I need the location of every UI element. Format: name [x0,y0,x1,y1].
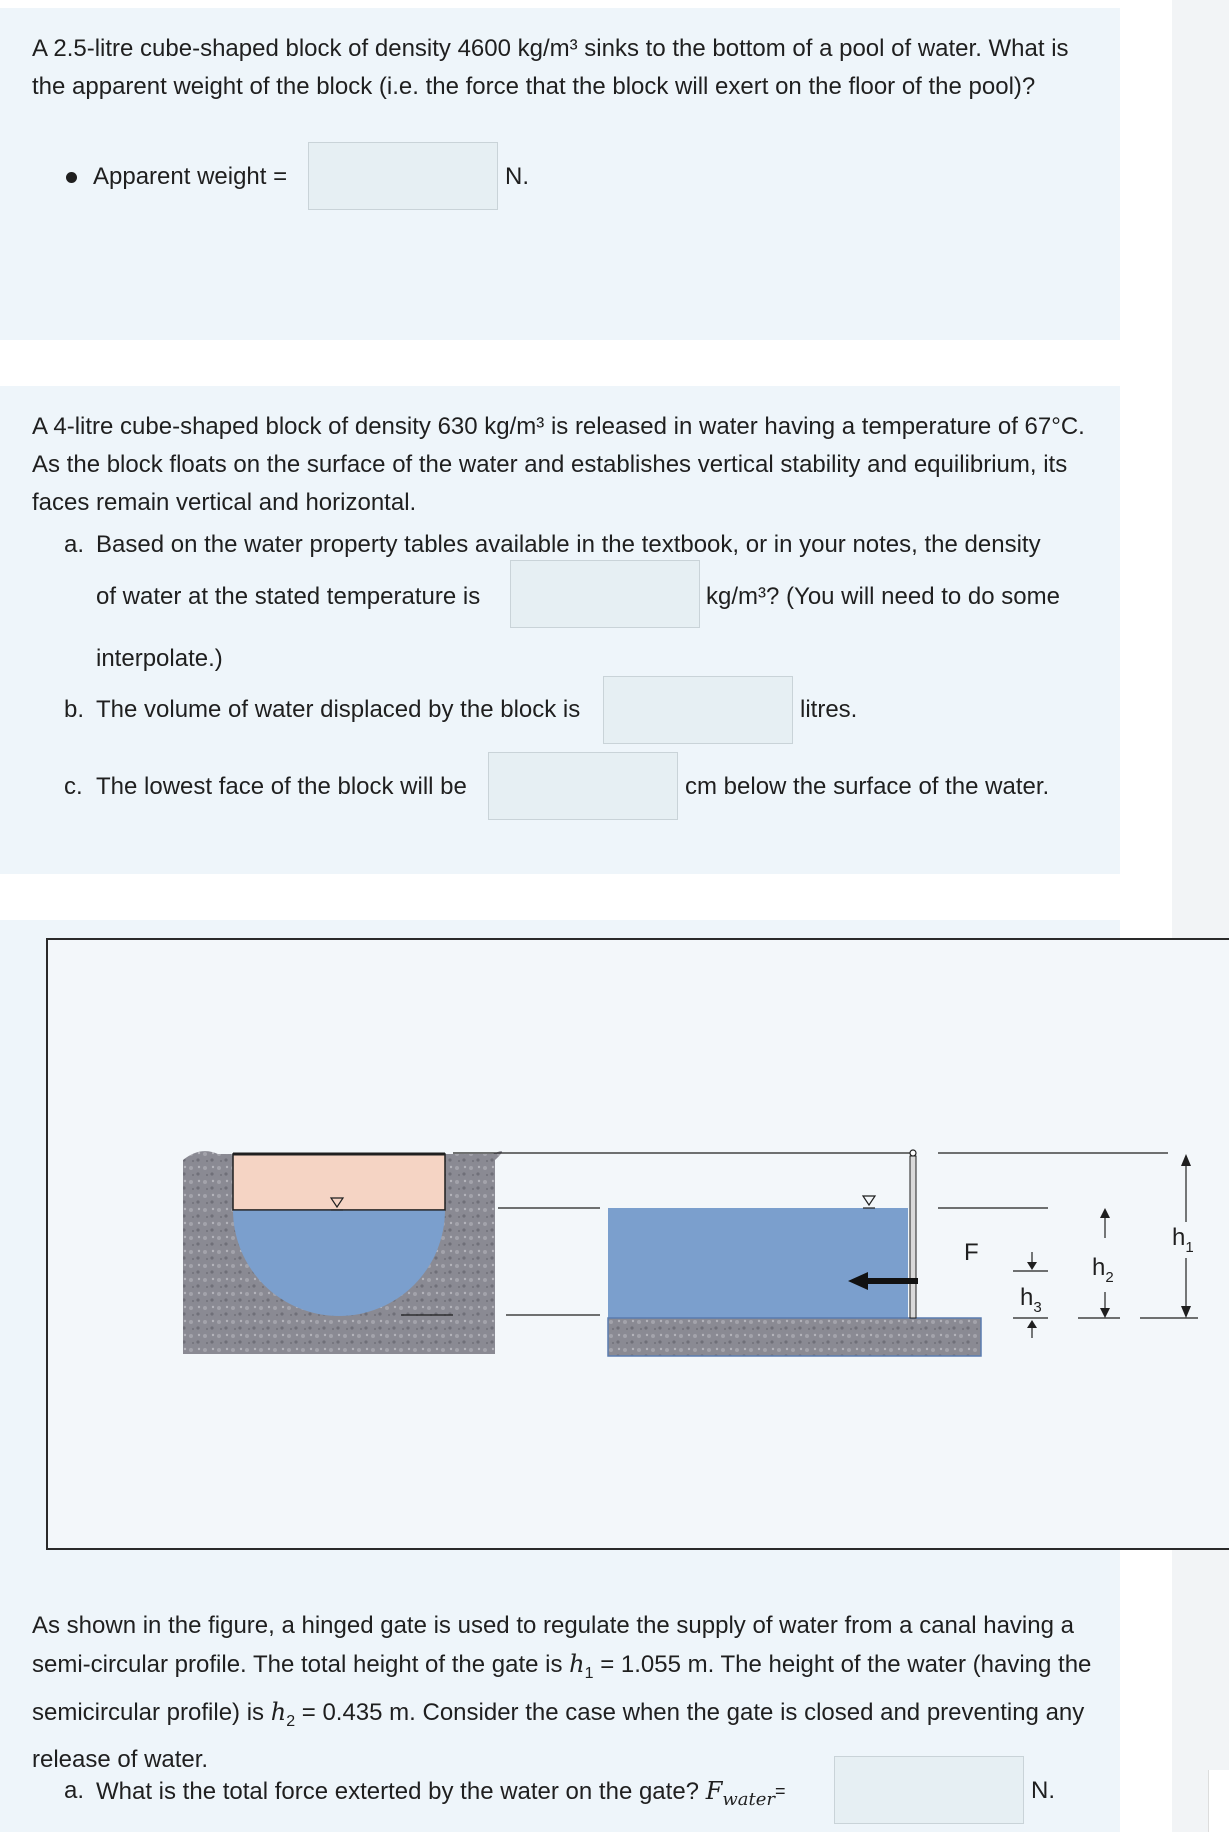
submerged-depth-unit: cm below the surface of the water. [685,773,1050,800]
apparent-weight-unit: N. [505,163,529,190]
h1-label: $h_1$ [1172,1224,1194,1256]
part-a-line1: Based on the water property tables available in the textbook, or in your notes, the density [96,531,1041,558]
water-surface-icon-2 [863,1196,875,1205]
gate-diagram [48,940,1229,1548]
part-a-line3: interpolate.) [96,645,223,672]
water-density-unit: kg/m³? (You will need to do some [706,583,1060,610]
channel-bed [608,1318,981,1356]
channel-water [608,1208,908,1318]
h1-arrow-down-icon [1181,1306,1191,1318]
gate-force-input[interactable] [834,1756,1024,1824]
question-2-card [0,386,1120,874]
h2-label: $h_2$ [1092,1254,1114,1286]
water-density-input[interactable] [510,560,700,628]
hinged-gate-figure [46,938,1229,1550]
page-right-gutter [1172,0,1229,1832]
canal-gate-top [233,1154,445,1210]
part-b-text: The volume of water displaced by the block is [96,696,581,723]
h3-arrow-down-icon [1027,1262,1037,1270]
gutter-strip [1208,1770,1229,1832]
q3-part-a-text: What is the total force exterted by the water on the gate? $F_{water}^=$ [96,1777,786,1810]
question-3-text: As shown in the figure, a hinged gate is used to regulate the supply of water from a canal having a semi-circular profile. The total height of the gate is $h_1 = 1.055$ m. The height of the water (having the semicircular profile) is $h_2 = 0.435$ m. Consider the case when the gate is closed and preventing any release of water. [32,1612,1092,1773]
force-label: F [964,1239,979,1266]
part-c-marker: c. [64,773,83,800]
q3-part-a-marker: a. [64,1777,85,1804]
gate-hinge [910,1150,916,1156]
h2-arrow-up-icon [1100,1208,1110,1218]
bullet-icon [66,172,77,183]
question-1-card [0,8,1120,340]
apparent-weight-input[interactable] [308,142,498,210]
h3-arrow-up-icon [1027,1320,1037,1328]
apparent-weight-label: Apparent weight = [93,163,288,190]
gate-force-unit: N. [1031,1777,1055,1804]
h2-arrow-down-icon [1100,1308,1110,1318]
displaced-volume-unit: litres. [800,696,858,723]
hinged-gate [910,1156,916,1318]
part-a-marker: a. [64,531,85,558]
question-1-text: A 2.5-litre cube-shaped block of density 4600 kg/m³ sinks to the bottom of a pool of water. What is the apparent weight of the block (i.e. the force that the block will exert on the floor of the pool)? [32,35,1069,100]
apparent-weight-row [66,158,287,196]
part-b-marker: b. [64,696,85,723]
h1-arrow-up-icon [1181,1154,1191,1166]
h3-label: $h_3$ [1020,1284,1042,1316]
part-c-text: The lowest face of the block will be [96,773,467,800]
displaced-volume-input[interactable] [603,676,793,744]
question-2-text: A 4-litre cube-shaped block of density 630 kg/m³ is released in water having a temperature of 67°C. As the block floats on the surface of the water and establishes vertical stability and equilibrium, its faces remain vertical and horizontal. [32,413,1085,516]
submerged-depth-input[interactable] [488,752,678,820]
part-a-line2: of water at the stated temperature is [96,583,481,610]
